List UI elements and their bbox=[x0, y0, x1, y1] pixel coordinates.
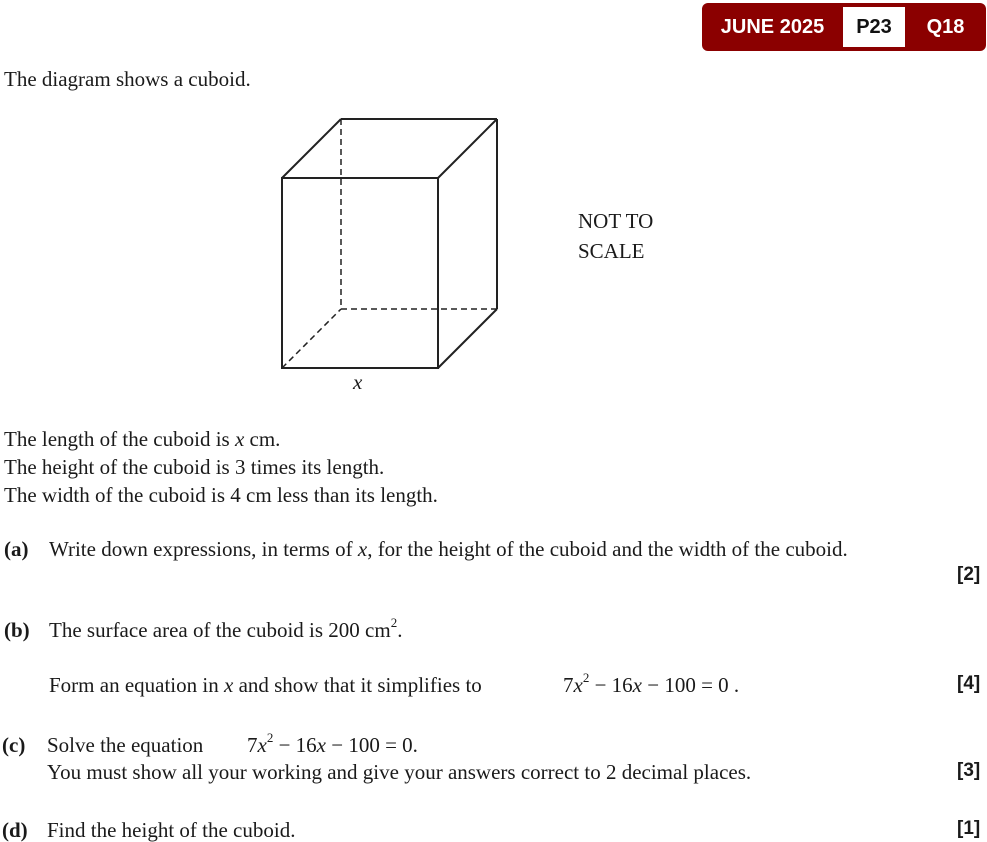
exam-date: JUNE 2025 bbox=[720, 16, 825, 38]
cuboid-front-face bbox=[282, 178, 438, 368]
cuboid-edge-bottom-right bbox=[438, 309, 497, 368]
not-to-scale-line2: SCALE bbox=[578, 239, 645, 263]
part-c-equation: $7x^2 - 16x - 100 = 0$. bbox=[247, 730, 418, 757]
length-label: x bbox=[353, 370, 363, 394]
part-c-line1: Solve the equation bbox=[47, 733, 204, 757]
cuboid-hidden-edge-depth bbox=[282, 309, 341, 368]
part-a-question: Write down expressions, in terms of x, for the height of the cuboid and the width of the cuboid. bbox=[49, 537, 848, 561]
part-b-label: (b) bbox=[4, 618, 30, 642]
length-statement: The length of the cuboid is x cm. bbox=[4, 427, 281, 451]
part-d-question: Find the height of the cuboid. bbox=[47, 818, 296, 842]
cuboid-edge-top-right bbox=[438, 119, 497, 178]
paper-number: P23 bbox=[843, 7, 905, 47]
part-a-label: (a) bbox=[4, 537, 29, 561]
part-b-equation: $7x^2 - 16x - 100 = 0$ . bbox=[563, 670, 740, 697]
part-b-line2: Form an equation in x and show that it simplifies to bbox=[49, 673, 482, 697]
part-c-marks: [3] bbox=[957, 760, 981, 781]
part-c-label: (c) bbox=[2, 733, 26, 757]
part-c-line2: You must show all your working and give your answers correct to 2 decimal places. bbox=[47, 760, 752, 784]
not-to-scale-line1: NOT TO bbox=[578, 209, 654, 233]
part-b-marks: [4] bbox=[957, 673, 981, 694]
part-a-marks: [2] bbox=[957, 564, 981, 585]
question-number: Q18 bbox=[926, 16, 965, 38]
part-b-line1: The surface area of the cuboid is 200 $cm^2$. bbox=[49, 615, 403, 642]
width-statement: The width of the cuboid is 4 cm less than its length. bbox=[4, 483, 438, 507]
intro-text: The diagram shows a cuboid. bbox=[4, 67, 251, 91]
cuboid-edge-top-left bbox=[282, 119, 341, 178]
part-d-label: (d) bbox=[2, 818, 28, 842]
height-statement: The height of the cuboid is 3 times its length. bbox=[4, 455, 385, 479]
part-d-marks: [1] bbox=[957, 818, 981, 839]
